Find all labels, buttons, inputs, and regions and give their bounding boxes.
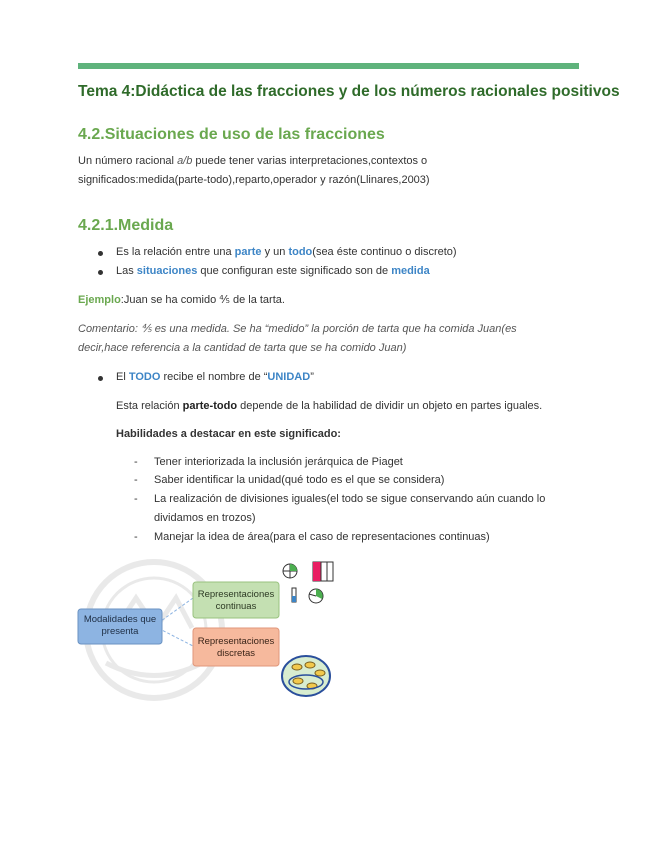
intro-line-1: Un número racional a/b puede tener varias interpretaciones,contextos o (78, 155, 428, 167)
bullet-todo-unidad: El TODO recibe el nombre de “UNIDAD” (116, 371, 314, 383)
circle-fraction-icon (283, 564, 297, 578)
skill-item: Saber identificar la unidad(qué todo es el que se considera) (154, 474, 445, 486)
continuous-line-1: Representaciones (197, 589, 275, 600)
modalities-line-1: Modalidades que (83, 614, 157, 625)
bar-fraction-icon (313, 562, 333, 581)
dash-marker: - (134, 474, 138, 486)
dash-marker: - (134, 531, 138, 543)
bullet-part-whole: Es la relación entre una parte y un todo(sea éste continuo o discreto) (116, 246, 457, 258)
bullet-situations: Las situaciones que configuran este significado son de medida (116, 265, 430, 277)
modalities-diagram (76, 558, 346, 703)
skills-heading: Habilidades a destacar en este significado: (116, 428, 341, 440)
bullet-dot (98, 270, 103, 275)
discrete-objects-icon (282, 656, 330, 696)
page-title: Tema 4:Didáctica de las fracciones y de los números racionales positivos (78, 83, 620, 100)
pie-fraction-icon (309, 589, 323, 603)
bullet-dot (98, 376, 103, 381)
dash-marker: - (134, 493, 138, 505)
continuous-box (193, 582, 279, 618)
intro-line-2: significados:medida(parte-todo),reparto,operador y razón(Llinares,2003) (78, 174, 430, 186)
subsection-heading: 4.2.1.Medida (78, 217, 174, 234)
continuous-line-2: continuas (215, 601, 257, 612)
discrete-line-1: Representaciones (197, 636, 275, 647)
skill-item: Manejar la idea de área(para el caso de representaciones continuas) (154, 531, 490, 543)
discrete-box (193, 628, 279, 666)
section-heading: 4.2.Situaciones de uso de las fracciones (78, 126, 385, 143)
skill-item: Tener interiorizada la inclusión jerárquica de Piaget (154, 456, 403, 468)
header-rule (78, 63, 579, 69)
modalities-line-2: presenta (101, 626, 139, 637)
skill-item: La realización de divisiones iguales(el todo se sigue conservando aún cuando lo (154, 493, 546, 505)
bullet-dot (98, 251, 103, 256)
skill-item-continuation: dividamos en trozos) (154, 512, 256, 524)
strip-fraction-icon (292, 588, 296, 602)
example-paragraph: Ejemplo:Juan se ha comido ⅘ de la tarta. (78, 294, 285, 306)
relation-paragraph: Esta relación parte-todo depende de la habilidad de dividir un objeto en partes iguales. (116, 400, 543, 412)
modalities-box (78, 609, 162, 644)
comment-line-1: Comentario: ⅘ es una medida. Se ha “medido” la porción de tarta que ha comida Juan(es (78, 323, 517, 335)
discrete-line-2: discretas (216, 648, 256, 659)
dash-marker: - (134, 456, 138, 468)
comment-line-2: decir,hace referencia a la cantidad de tarta que se ha comido Juan) (78, 342, 407, 354)
